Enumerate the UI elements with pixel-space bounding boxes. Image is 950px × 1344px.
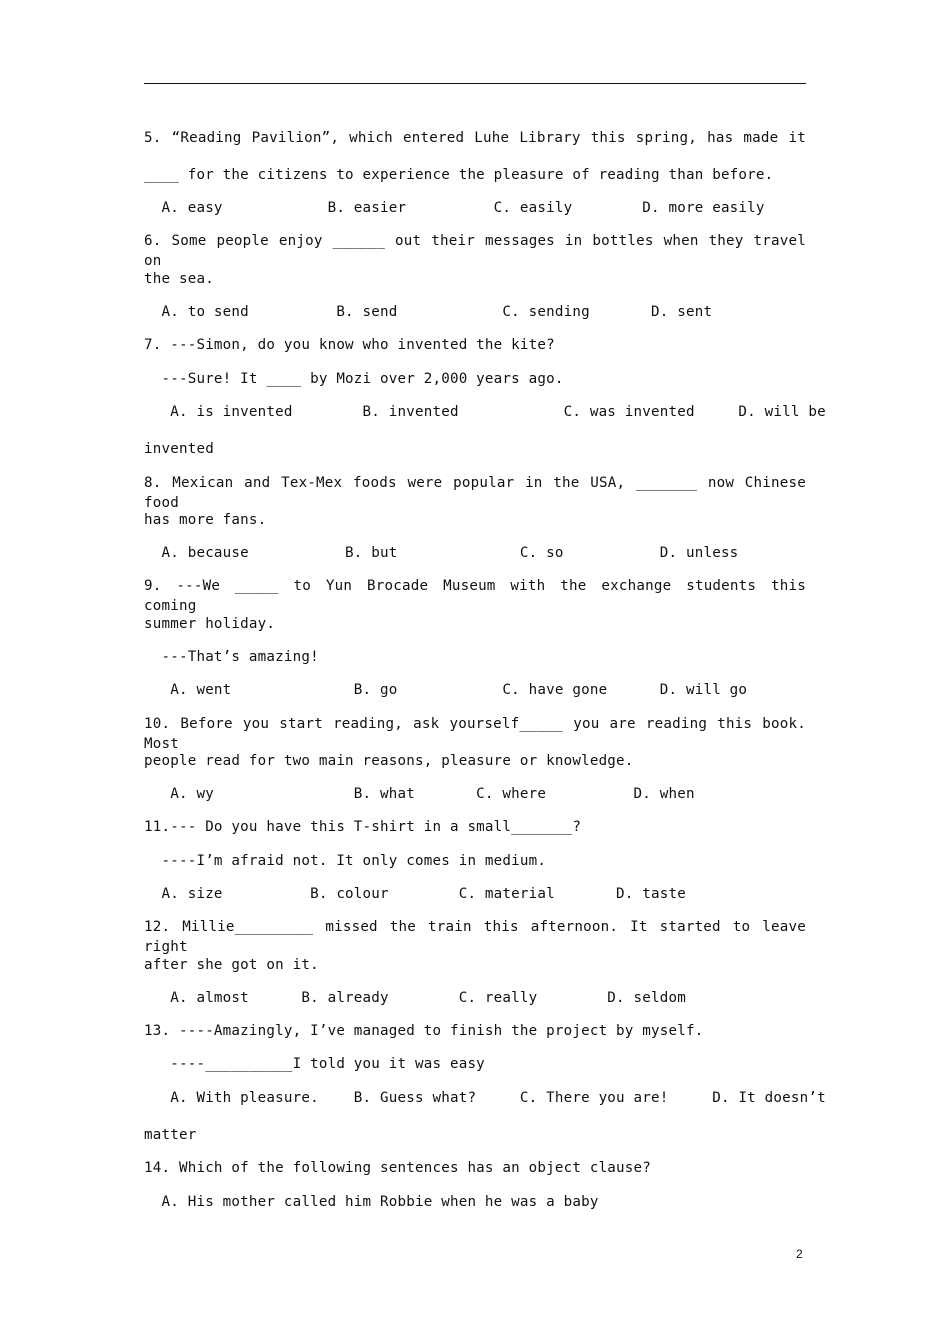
q14-line-1: 14. Which of the following sentences has an object clause? bbox=[144, 1160, 652, 1176]
q9-options: A. went B. go C. have gone D. will go bbox=[144, 682, 748, 698]
header-rule bbox=[144, 83, 806, 84]
q10-options: A. wy B. what C. where D. when bbox=[144, 786, 695, 802]
q7-options-cont: invented bbox=[144, 441, 214, 457]
q11-line-2: ----I’m afraid not. It only comes in medium. bbox=[144, 853, 547, 869]
q9-line-1: 9. ---We _____ to Yun Brocade Museum with the exchange students this coming bbox=[144, 578, 806, 614]
q6-options: A. to send B. send C. sending D. sent bbox=[144, 304, 713, 320]
page-number: 2 bbox=[796, 1247, 803, 1261]
q13-line-1: 13. ----Amazingly, I’ve managed to finish the project by myself. bbox=[144, 1023, 704, 1039]
q13-options-cont: matter bbox=[144, 1127, 197, 1143]
q12-options: A. almost B. already C. really D. seldom bbox=[144, 990, 686, 1006]
q13-options: A. With pleasure. B. Guess what? C. There you are! D. It doesn’t bbox=[144, 1090, 826, 1106]
q7-options: A. is invented B. invented C. was invented D. will be bbox=[144, 404, 826, 420]
q8-line-1: 8. Mexican and Tex-Mex foods were popular in the USA, _______ now Chinese food bbox=[144, 475, 806, 511]
q8-line-2: has more fans. bbox=[144, 512, 267, 528]
q8-options: A. because B. but C. so D. unless bbox=[144, 545, 739, 561]
q7-line-2: ---Sure! It ____ by Mozi over 2,000 years ago. bbox=[144, 371, 564, 387]
q5-options: A. easy B. easier C. easily D. more easily bbox=[144, 200, 765, 216]
q6-line-1: 6. Some people enjoy ______ out their messages in bottles when they travel on bbox=[144, 233, 806, 269]
q13-line-2: ----__________I told you it was easy bbox=[144, 1056, 485, 1072]
q12-line-2: after she got on it. bbox=[144, 957, 319, 973]
q12-line-1: 12. Millie_________ missed the train this afternoon. It started to leave right bbox=[144, 919, 806, 955]
q11-line-1: 11.--- Do you have this T-shirt in a small_______? bbox=[144, 819, 582, 835]
q6-line-2: the sea. bbox=[144, 271, 214, 287]
q10-line-2: people read for two main reasons, pleasure or knowledge. bbox=[144, 753, 634, 769]
q5-line-2: ____ for the citizens to experience the pleasure of reading than before. bbox=[144, 167, 774, 183]
q10-line-1: 10. Before you start reading, ask yourself_____ you are reading this book. Most bbox=[144, 716, 806, 752]
q14-options: A. His mother called him Robbie when he was a baby bbox=[144, 1194, 599, 1210]
q11-options: A. size B. colour C. material D. taste bbox=[144, 886, 686, 902]
q7-line-1: 7. ---Simon, do you know who invented the kite? bbox=[144, 337, 555, 353]
q9-line-2: summer holiday. bbox=[144, 616, 276, 632]
q5-line-1: 5. “Reading Pavilion”, which entered Luhe Library this spring, has made it bbox=[144, 130, 806, 146]
q9-line-3: ---That’s amazing! bbox=[144, 649, 319, 665]
